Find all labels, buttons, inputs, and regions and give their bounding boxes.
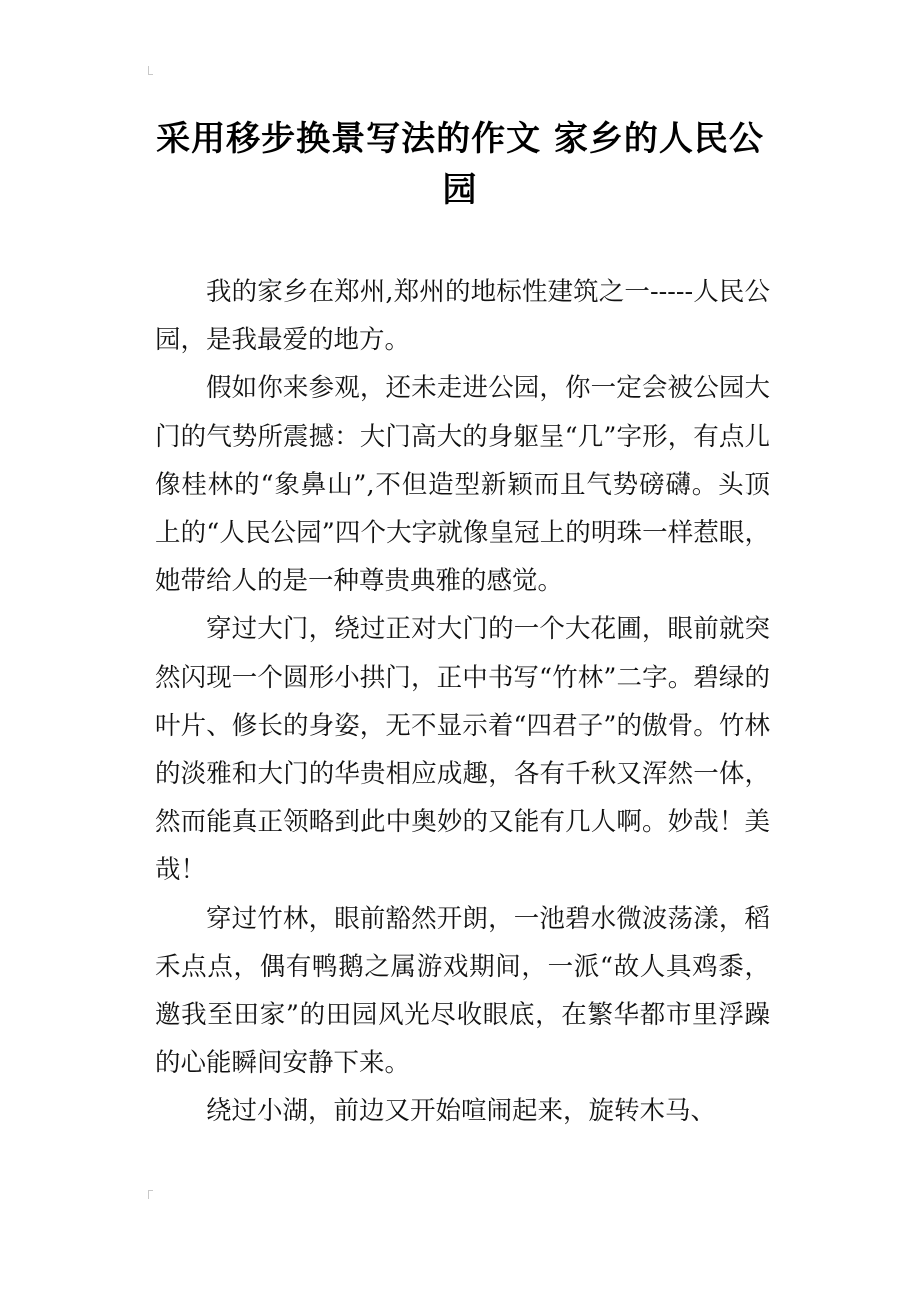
crop-mark-top-left — [148, 66, 153, 75]
paragraph-4: 穿过竹林，眼前豁然开朗，一池碧水微波荡漾，稻禾点点，偶有鸭鹅之属游戏期间，一派“故人具鸡黍，邀我至田家”的田园风光尽收眼底，在繁华都市里浮躁的心能瞬间安静下来。 — [155, 903, 770, 1079]
document-title: 采用移步换景写法的作文 家乡的人民公园 — [156, 119, 764, 210]
paragraph-2: 假如你来参观，还未走进公园，你一定会被公园大门的气势所震撼：大门高大的身躯呈“几”字形，有点儿像桂林的“象鼻山”,不但造型新颖而且气势磅礴。头顶上的“人民公园”四个大字就像皇冠上的明珠一样惹眼，她带给人的是一种尊贵典雅的感觉。 — [155, 373, 770, 597]
paragraph-1: 我的家乡在郑州,郑州的地标性建筑之一-----人民公园，是我最爱的地方。 — [155, 277, 770, 356]
paragraph-3: 穿过大门，绕过正对大门的一个大花圃，眼前就突然闪现一个圆形小拱门，正中书写“竹林”二字。碧绿的叶片、修长的身姿，无不显示着“四君子”的傲骨。竹林的淡雅和大门的华贵相应成趣，各有千秋又浑然一体，然而能真正领略到此中奥妙的又能有几人啊。妙哉！美哉！ — [155, 614, 770, 886]
document-body — [155, 268, 770, 1136]
crop-mark-bottom-left — [148, 1190, 153, 1199]
paragraph-5: 绕过小湖，前边又开始喧闹起来，旋转木马、 — [206, 1096, 717, 1127]
